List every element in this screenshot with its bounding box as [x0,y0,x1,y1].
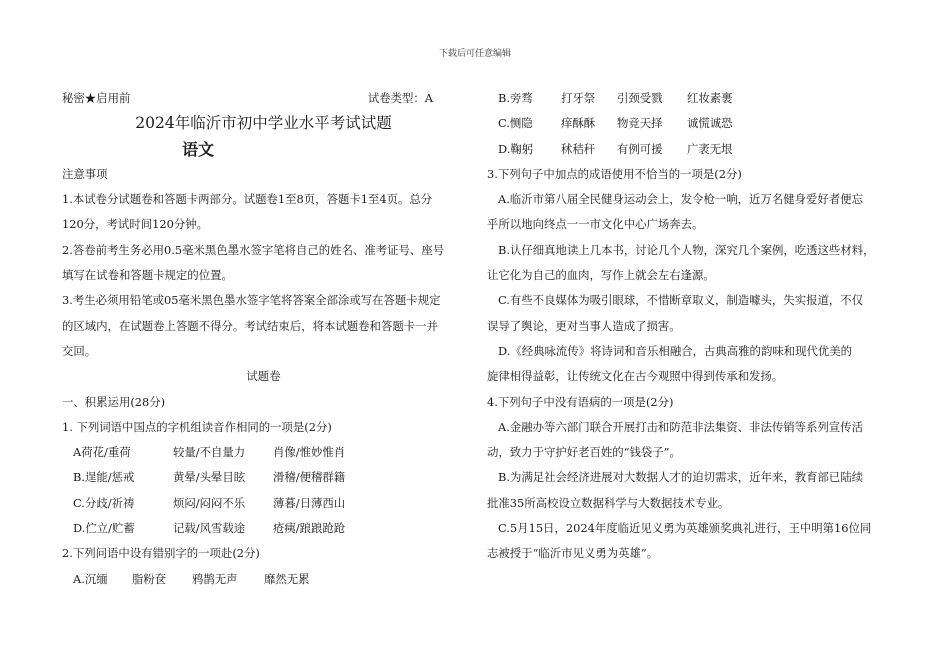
option-item: 引颈受戮 [617,91,663,105]
option-row [62,440,465,465]
option-item: B.旁骛 [498,91,533,105]
answer-line: 动，致力于守护好老百姓的“钱袋子”。 [487,445,681,460]
top-info-row [62,86,465,111]
answer-line: 志被授于“临沂市见义勇为英雄”。 [487,546,659,561]
option-item: 较量/不自量力 [173,445,246,460]
subject-title: 语文 [182,139,215,159]
option-row [62,567,465,592]
option-row [62,465,465,490]
header-note: 下载后可任意编辑 [438,49,511,59]
question-stem: 3.下列句子中加点的成语使用不恰当的一项是(2分) [487,166,742,181]
option-item: 疮痍/踉踉跄跄 [273,521,346,536]
paper-type-label: 试卷类型：A [367,91,433,105]
option-item: D.伫立/贮蓄 [73,521,135,536]
notes-title: 注意事项 [62,166,108,181]
option-item: 痒酥酥 [561,116,596,131]
note-line: 交回。 [62,343,97,358]
option-row [62,491,465,516]
answer-line: 让它化为自己的血肉，写作上就会左右逢源。 [487,268,715,283]
option-row [487,86,890,111]
answer-line: C.有些不良媒体为吸引眼球，不惜断章取义，制造噱头，失实报道，不仅 [498,293,864,308]
option-item: 肖像/惟妙惟肖 [273,445,346,460]
confidential-label: 秘密★启用前 [62,91,131,105]
left-column [62,86,465,592]
note-line: 1.本试卷分试题卷和答题卡两部分。试题卷1至8页，答题卡1至4页。总分 [62,192,433,207]
option-item: A.沉缅 [73,571,108,586]
option-item: 烦闷/闷闷不乐 [173,495,246,510]
option-item: 物竞天择 [617,116,663,131]
section-title: 试题卷 [246,369,281,384]
note-line: 120分，考试时间120分钟。 [62,217,208,232]
option-row [62,516,465,541]
note-line: 填写在试卷和答题卡规定的位置。 [62,268,233,283]
option-item: 诚慌诚恐 [687,116,733,131]
exam-title: 2024年临沂市初中学业水平考试试题 [135,114,392,133]
option-item: 薄暮/日薄西山 [273,495,346,510]
note-line: 的区域内，在试题卷上答题不得分。考试结束后，将本试题卷和答题卡一并 [62,318,438,333]
option-item: 脂粉奁 [132,571,167,586]
answer-line: 乎所以地向终点一一市文化中心广场奔去。 [487,217,704,232]
note-line: 3.考生必须用铅笔或05毫米黑色墨水签字笔将答案全部涂或写在答题卡规定 [62,293,441,308]
option-item: B.逞能/惩戒 [73,470,135,485]
option-item: A荷花/重荷 [73,445,131,460]
answer-line: 误导了舆论，更对当事人造成了损害。 [487,318,681,333]
option-item: 记载/风雪载途 [173,521,246,536]
option-item: 黄晕/头晕目眩 [173,470,246,485]
answer-line: C.5月15日，2024年度临近见义勇为英雄颁奖典礼进行，王中明第16位同 [498,521,872,536]
answer-line: B.认仔细真地读上几本书，讨论几个人物，深究几个案例，吃透这些材料， [498,242,875,257]
right-column [487,86,890,567]
answer-line: D.《经典咏流传》将诗词和音乐相融合，古典高雅的韵味和现代优美的 [498,343,853,358]
answer-line: 旋律相得益彰，让传统文化在古今观照中得到传承和发扬。 [487,369,784,384]
option-item: C.分歧/祈祷 [73,495,135,510]
option-item: C.恻隐 [498,116,533,131]
option-row [487,111,890,136]
option-item: 打牙祭 [561,91,596,105]
option-row [487,137,890,162]
option-item: D.鞠躬 [498,141,534,156]
option-item: 红妆素裹 [687,91,733,105]
question-stem: 1. 下列词语中国点的字机组读音作相同的一项是(2分) [62,419,332,434]
answer-line: B.为满足社会经济进展对大数据人才的迫切需求，近年来，教育部已陆续 [498,470,864,485]
question-stem: 2.下列问语中设有错别字的一项赴(2分) [62,546,260,561]
option-item: 秫秸秆 [561,141,596,156]
question-stem: 4.下列句子中没有语病的一项是(2分) [487,394,674,409]
option-item: 有例可援 [617,141,663,156]
option-item: 靡然无累 [264,571,310,586]
note-line: 2.答卷前考生务必用0.5毫米黑色墨水签字笔将自己的姓名、准考证号、座号 [62,242,445,257]
part-title: 一、积累运用(28分) [62,394,166,409]
option-item: 滑稽/便稽群籍 [273,470,346,485]
option-item: 鸦鹊无声 [192,571,238,586]
answer-line: 批准35所高校设立数据科学与大数据技术专业。 [487,495,730,510]
option-item: 广袤无垠 [687,141,733,156]
answer-line: A.临沂市第八届全民健身运动会上，发令枪一响，近万名健身爱好者便忘 [498,192,863,207]
answer-line: A.金融办等六部门联合开展打击和防范非法集资、非法传销等系列宣传活 [498,419,863,434]
